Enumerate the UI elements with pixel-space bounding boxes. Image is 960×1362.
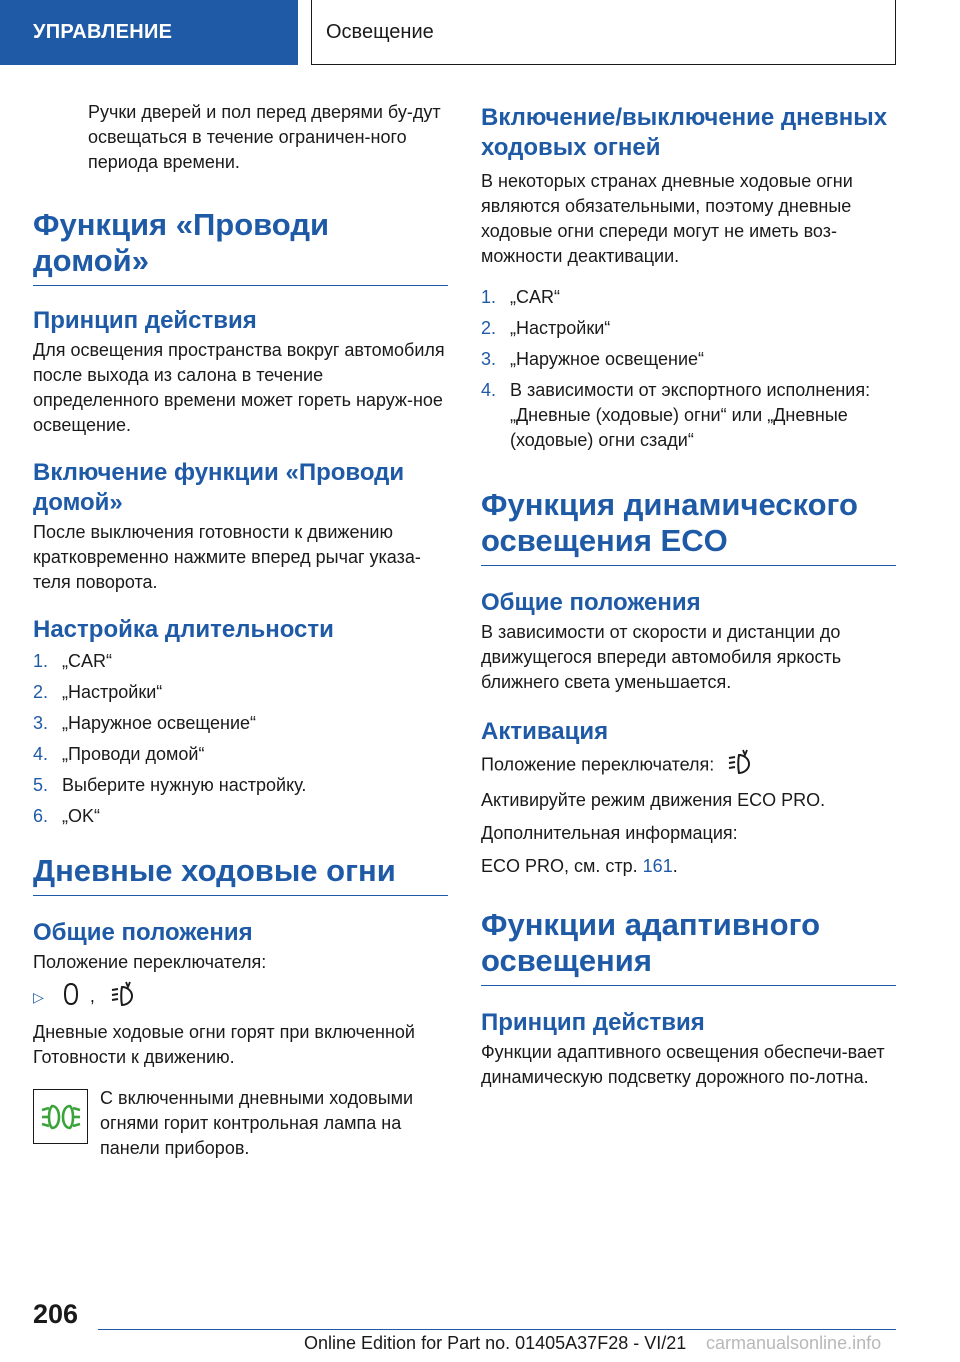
switch-position-label: Положение переключателя: bbox=[481, 754, 715, 775]
heading-adaptive-lighting: Функции адаптивного освещения bbox=[481, 907, 896, 986]
page-link[interactable]: 161 bbox=[642, 856, 673, 876]
activate-eco-text: Активируйте режим движения ECO PRO. bbox=[481, 790, 826, 810]
indicator-note bbox=[33, 1086, 448, 1161]
heading-follow-me-home: Функция «Проводи домой» bbox=[33, 207, 448, 286]
list-item: 6. „OK“ bbox=[33, 806, 100, 826]
heading-eco-lighting: Функция динамического освещения ECO bbox=[481, 487, 896, 566]
icon-separator: , bbox=[89, 986, 95, 1007]
heading-eco-general: Общие положения bbox=[481, 589, 701, 616]
heading-enable-function: Включение функции «Проводи домой» bbox=[33, 459, 405, 516]
bullet-triangle-icon: ▷ bbox=[33, 989, 44, 1006]
list-item: 2. „Настройки“ bbox=[33, 682, 163, 702]
daytime-running-lights-icon bbox=[63, 982, 79, 1013]
list-item: 1. „CAR“ bbox=[33, 651, 112, 671]
list-item: 1. „CAR“ bbox=[481, 287, 560, 307]
auto-light-icon bbox=[110, 981, 136, 1014]
list-item: 4. В зависимости от экспортного исполнения: „Дневные (ходовые) огни“ или „Дневные (ходовые) огни сзади“ bbox=[481, 380, 871, 450]
heading-general: Общие положения bbox=[33, 919, 253, 946]
eco-text: В зависимости от скорости и дистанции до движущегося впереди автомобиля яркость ближнего света уменьшается. bbox=[481, 622, 842, 692]
auto-light-icon bbox=[727, 749, 753, 782]
watermark: carmanualsonline.info bbox=[706, 1333, 882, 1353]
edition-text: Online Edition for Part no. 01405A37F28 - VI/21 bbox=[304, 1333, 687, 1353]
eco-pro-reference: ECO PRO, см. стр. 161. bbox=[481, 856, 678, 876]
list-item: 4. „Проводи домой“ bbox=[33, 744, 205, 764]
heading-drl-toggle: Включение/выключение дневных ходовых огней bbox=[481, 104, 888, 161]
drl-toggle-text: В некоторых странах дневные ходовые огни являются обязательными, поэтому дневные ходовые огни спереди могут не иметь воз-можности деактивации. bbox=[481, 171, 853, 266]
indicator-lamp-text: С включенными дневными ходовыми огнями горит контрольная лампа на панели приборов. bbox=[100, 1088, 414, 1158]
list-item: 2. „Настройки“ bbox=[481, 318, 611, 338]
heading-daytime-running-lights: Дневные ходовые огни bbox=[33, 853, 448, 896]
heading-activation: Активация bbox=[481, 718, 609, 745]
more-info-text: Дополнительная информация: bbox=[481, 823, 738, 843]
heading-principle: Принцип действия bbox=[33, 307, 257, 334]
principle-text: Для освещения пространства вокруг автомобиля после выхода из салона в течение определенного времени может гореть наруж-ное освещение. bbox=[33, 340, 445, 435]
intro-text: Ручки дверей и пол перед дверями бу-дут освещаться в течение ограничен-ного периода времени. bbox=[88, 102, 441, 172]
activation-switch-row bbox=[481, 749, 896, 782]
heading-principle-adaptive: Принцип действия bbox=[481, 1009, 705, 1036]
drl-text: Дневные ходовые огни горят при включенной Готовности к движению. bbox=[33, 1022, 415, 1067]
list-item: 3. „Наружное освещение“ bbox=[481, 349, 705, 369]
right-column bbox=[481, 103, 896, 1090]
switch-positions-row bbox=[33, 981, 448, 1014]
page-number: 206 bbox=[33, 1299, 79, 1329]
enable-text: После выключения готовности к движению кратковременно нажмите вперед рычаг указа-теля поворота. bbox=[33, 522, 421, 592]
list-item: 3. „Наружное освещение“ bbox=[33, 713, 257, 733]
duration-steps bbox=[33, 649, 448, 829]
list-item: 5. Выберите нужную настройку. bbox=[33, 775, 307, 795]
adaptive-text: Функции адаптивного освещения обеспечи-вает динамическую подсветку дорожного по-лотна. bbox=[481, 1042, 885, 1087]
chapter-title: Освещение bbox=[311, 0, 896, 65]
footer-rule bbox=[98, 1329, 896, 1330]
section-tab: УПРАВЛЕНИЕ bbox=[0, 0, 298, 65]
drl-indicator-lamp-icon bbox=[33, 1089, 88, 1144]
left-column bbox=[33, 100, 448, 1161]
switch-position-text: Положение переключателя: bbox=[33, 952, 267, 972]
drl-steps bbox=[481, 285, 896, 453]
heading-duration: Настройка длительности bbox=[33, 616, 334, 643]
